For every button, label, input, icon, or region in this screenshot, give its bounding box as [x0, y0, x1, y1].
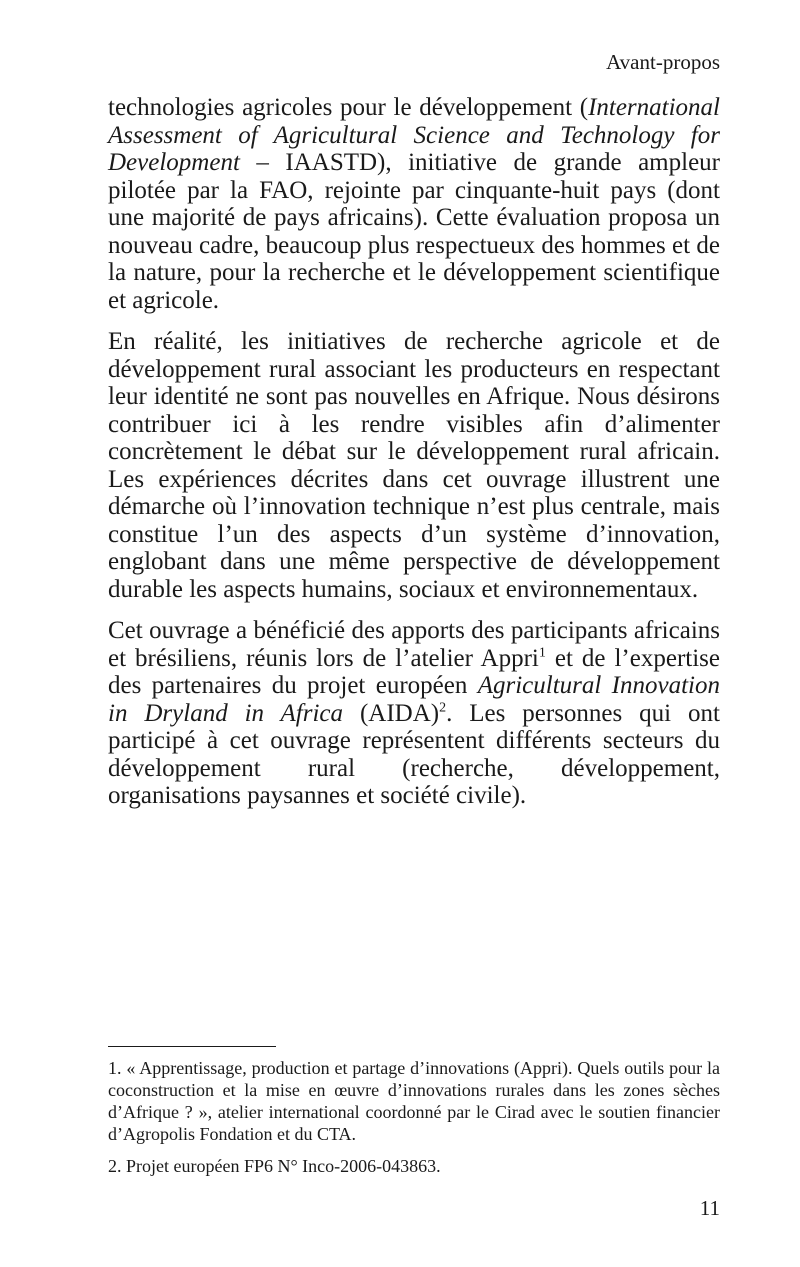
paragraph-1-part-c: – IAASTD), initiative de grande ampleur pilotée par la FAO, rejointe par cinquante-huit pays (dont une majorité de pays africains). Cette évaluation proposa un nouveau cadre, beaucoup plus respectueux des hommes et de la nature, pour la recherche et le développement scientifique et agricole. — [108, 149, 720, 314]
footnote-ref-1[interactable]: 1 — [538, 645, 546, 661]
paragraph-3 — [108, 617, 720, 810]
paragraph-3-italic-title: Agricultural Innovation in Dryland in Africa — [108, 672, 720, 727]
paragraph-3-part-e: . Les personnes qui ont participé à cet ouvrage représentent différents secteurs du développement rural (recherche, développement, organisations paysannes et société civile). — [108, 699, 720, 809]
paragraph-3-part-b: et de l’expertise des partenaires du projet européen — [108, 644, 720, 699]
footnote-1: 1. « Apprentissage, production et partage d’innovations (Appri). Quels outils pour la coconstruction et la mise en œuvre d’innovations rurales dans les zones sèches d’Afrique ? », atelier international coordonné par le Cirad avec le soutien financier d’Agropolis Fondation et du CTA. — [108, 1058, 720, 1144]
running-head: Avant-propos — [606, 50, 720, 74]
paragraph-1-italic-title: International Assessment of Agricultural Science and Technology for Development — [108, 94, 720, 176]
paragraph-3-part-a: Cet ouvrage a bénéficié des apports des participants africains et brésiliens, réunis lors de l’atelier Appri — [108, 617, 720, 672]
footnotes — [108, 1057, 720, 1187]
paragraph-1 — [108, 94, 720, 314]
paragraph-1-part-a: technologies agricoles pour le développement ( — [108, 94, 589, 121]
footnote-ref-2[interactable]: 2 — [439, 700, 447, 716]
paragraph-2: En réalité, les initiatives de recherche agricole et de développement rural associant les producteurs en respectant leur identité ne sont pas nouvelles en Afrique. Nous désirons contribuer ici à les rendre visibles afin d’alimenter concrètement le débat sur le développement rural africain. Les expériences décrites dans cet ouvrage illustrent une démarche où l’innovation technique n’est plus centrale, mais constitue l’un des aspects d’un système d’innovation, englobant dans une même perspective de développement durable les aspects humains, sociaux et environnementaux. — [108, 328, 720, 603]
body-text — [108, 94, 720, 824]
paragraph-3-part-d: (AIDA) — [343, 699, 440, 727]
footnote-2: 2. Projet européen FP6 N° Inco-2006-043863. — [108, 1156, 441, 1176]
footnote-divider — [108, 1046, 276, 1047]
page-number: 11 — [699, 1196, 720, 1220]
